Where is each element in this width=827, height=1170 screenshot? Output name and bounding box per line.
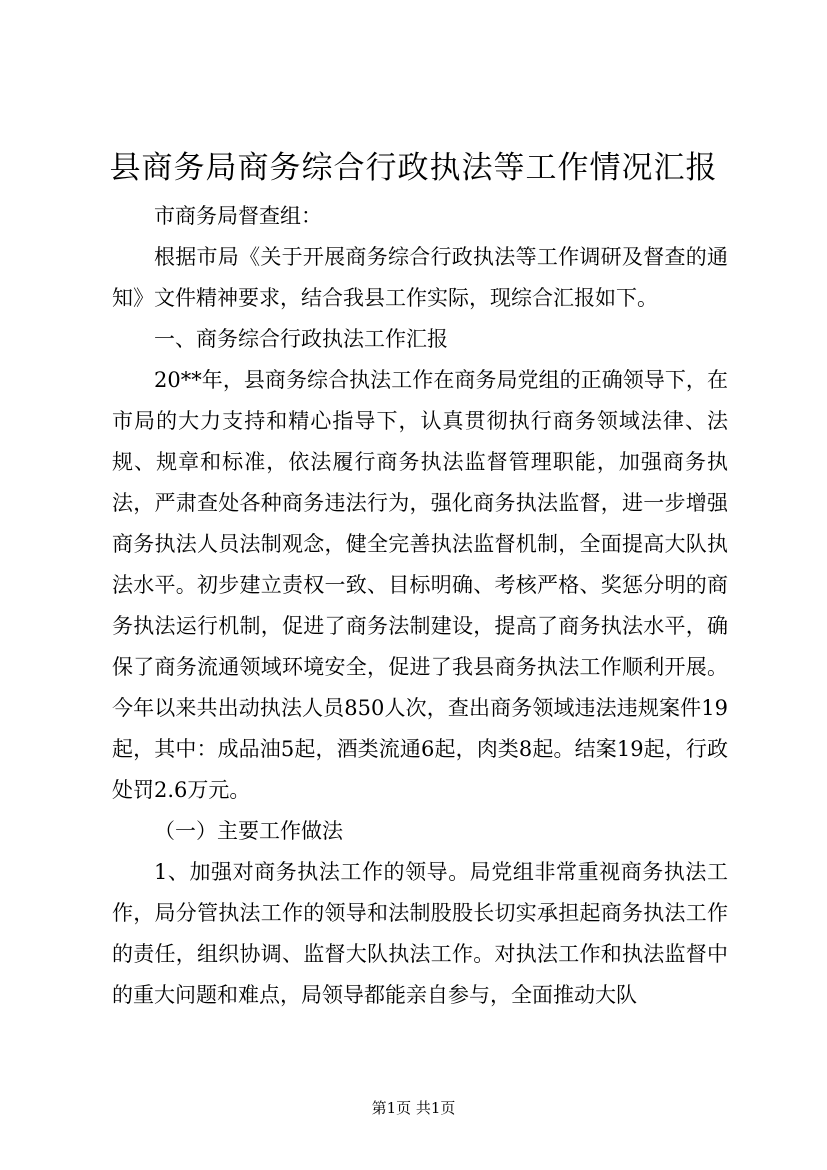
paragraph-item-1: 1、加强对商务执法工作的领导。局党组非常重视商务执法工作，局分管执法工作的领导和法制股股长切实承担起商务执法工作的责任，组织协调、监督大队执法工作。对执法工作和执法监督中的重大问题和难点，局领导都能亲自参与，全面推动大队 [112,860,728,1007]
subsection-heading: （一）主要工作做法 [154,819,343,843]
section-heading: 一、商务综合行政执法工作汇报 [154,327,448,351]
document-body [112,196,728,1016]
document-title: 县商务局商务综合行政执法等工作情况汇报 [109,150,718,186]
paragraph-summary: 20**年，县商务综合执法工作在商务局党组的正确领导下，在市局的大力支持和精心指导下，认真贯彻执行商务领域法律、法规、规章和标准，依法履行商务执法监督管理职能，加强商务执法，严肃查处各种商务违法行为，强化商务执法监督，进一步增强商务执法人员法制观念，健全完善执法监督机制，全面提高大队执法水平。初步建立责权一致、目标明确、考核严格、奖惩分明的商务执法运行机制，促进了商务法制建设，提高了商务执法水平，确保了商务流通领域环境安全，促进了我县商务执法工作顺利开展。今年以来共出动执法人员850人次，查出商务领域违法违规案件19起，其中：成品油5起，酒类流通6起，肉类8起。结案19起，行政处罚2.6万元。 [112,368,728,802]
page-number-footer: 第1页 共1页 [371,1099,456,1117]
paragraph-intro: 根据市局《关于开展商务综合行政执法等工作调研及督查的通知》文件精神要求，结合我县工作实际，现综合汇报如下。 [112,245,728,310]
salutation: 市商务局督查组： [154,204,322,228]
